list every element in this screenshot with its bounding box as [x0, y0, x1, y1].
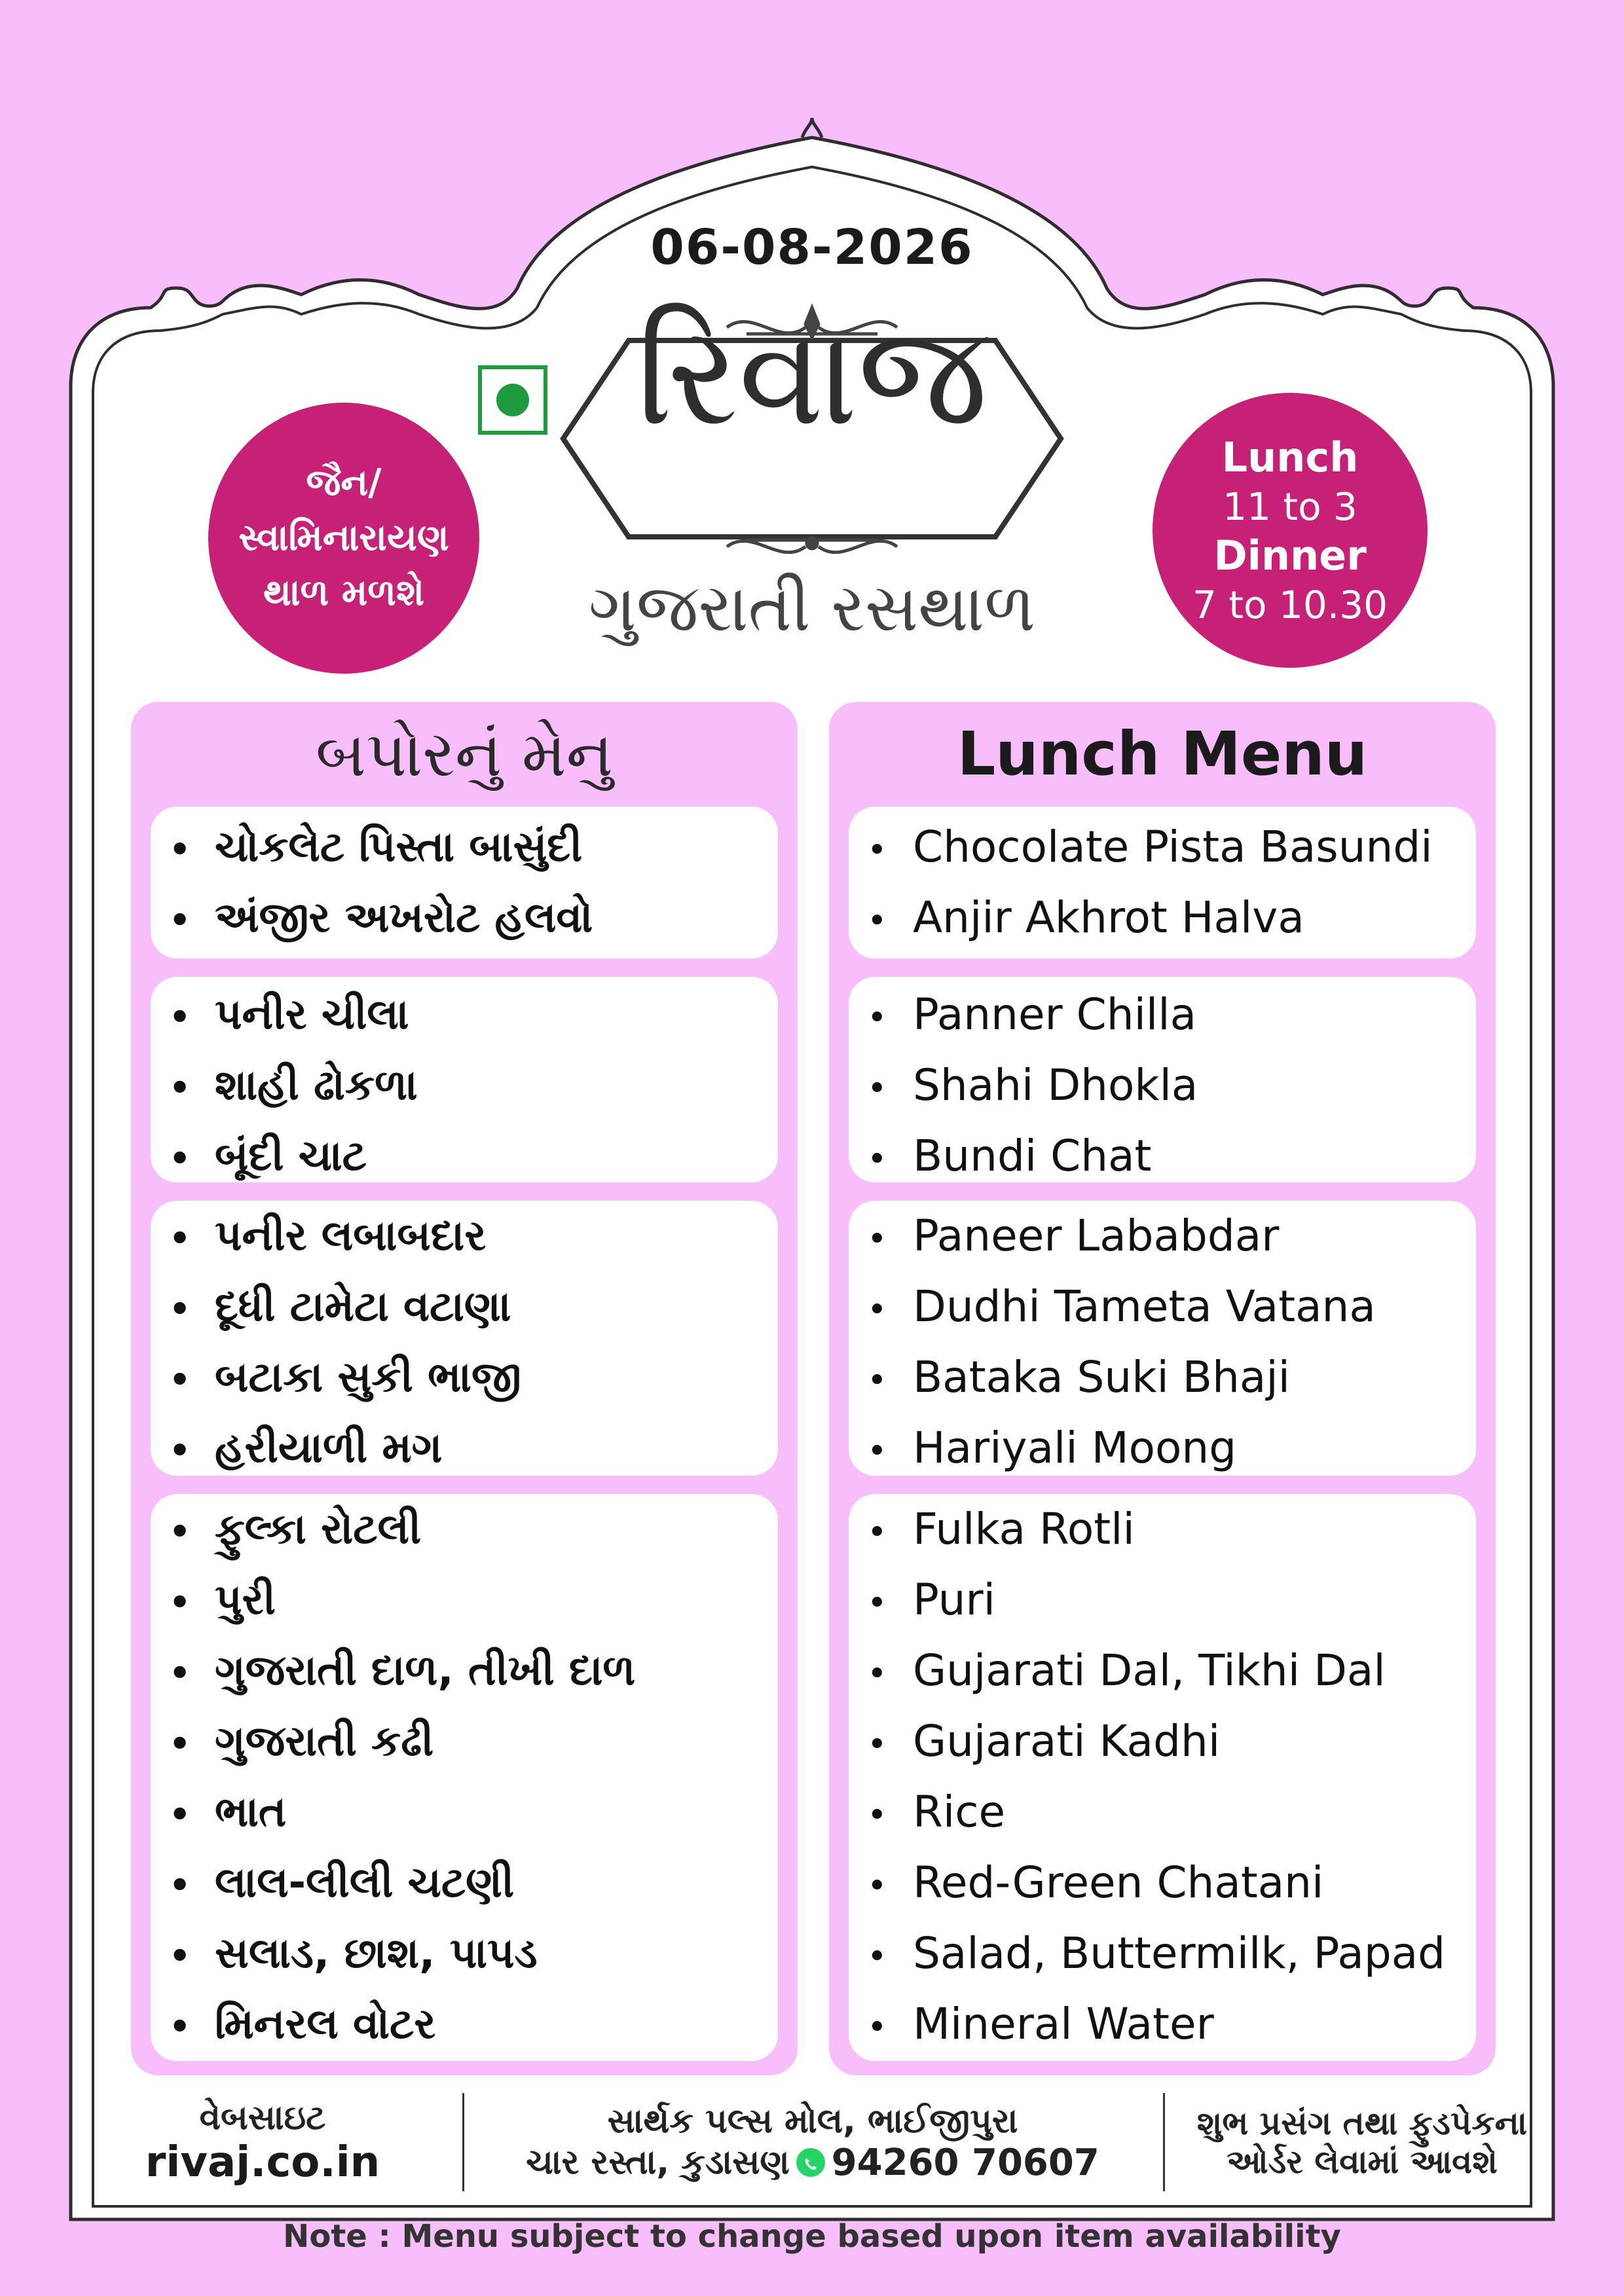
footer-website — [69, 2085, 456, 2200]
badge-line-2: સ્વામિનારાયણ — [238, 517, 449, 559]
menu-title-english: Lunch Menu — [957, 719, 1368, 789]
jain-thali-badge — [208, 403, 479, 674]
menu-card — [151, 1201, 778, 1476]
footer-divider — [462, 2093, 464, 2191]
lunch-label: Lunch — [1221, 433, 1359, 481]
order-line-1: શુભ પ્રસંગ તથા ફુડપેકના — [1196, 2104, 1528, 2142]
menu-card — [849, 807, 1476, 958]
menu-item: • ગુજરાતી કઢી — [169, 1717, 434, 1766]
lunch-time: 11 to 3 — [1223, 484, 1357, 529]
brand-tagline: ગુજરાતી રસથાળ — [588, 570, 1036, 646]
menu-card — [151, 807, 778, 958]
menu-item: • Puri — [867, 1575, 995, 1625]
menu-item: • Paneer Lababdar — [867, 1211, 1280, 1261]
website-label: વેબસાઇટ — [199, 2098, 326, 2138]
menu-card — [151, 977, 778, 1182]
arch-finial — [802, 118, 822, 137]
footer-orders — [1170, 2085, 1555, 2200]
menu-item: • Gujarati Dal, Tikhi Dal — [867, 1645, 1386, 1696]
menu-item: • Salad, Buttermilk, Papad — [867, 1928, 1446, 1978]
footer-address — [469, 2085, 1156, 2200]
menu-item: • ભાત — [169, 1788, 287, 1836]
menu-item: • Shahi Dhokla — [867, 1060, 1198, 1110]
menu-item: • શાહી ઢોકળા — [169, 1061, 418, 1110]
menu-card — [849, 977, 1476, 1182]
dinner-time: 7 to 10.30 — [1192, 582, 1388, 627]
menu-item: • Fulka Rotli — [867, 1504, 1135, 1554]
menu-panel-gujarati — [131, 702, 798, 2075]
menu-card — [151, 1494, 778, 2061]
whatsapp-icon — [796, 2148, 825, 2177]
footer — [69, 2085, 1555, 2200]
menu-item: • Chocolate Pista Basundi — [867, 822, 1433, 872]
address-area: ચાર રસ્તા, કુડાસણ — [526, 2142, 790, 2182]
menu-item: • બૂંદી ચાટ — [169, 1132, 367, 1180]
menu-item: • દૂધી ટામેટા વટાણા — [169, 1283, 511, 1331]
menu-item: • Mineral Water — [867, 1999, 1214, 2049]
menu-item: • લાલ-લીલી ચટણી — [169, 1859, 515, 1907]
menu-item: • મિનરલ વોટર — [169, 2000, 436, 2049]
menu-item: • Bundi Chat — [867, 1131, 1152, 1181]
phone-number[interactable]: 94260 70607 — [831, 2141, 1099, 2184]
menu-item: • Anjir Akhrot Halva — [867, 892, 1304, 943]
menu-item: • ગુજરાતી દાળ, તીખી દાળ — [169, 1647, 636, 1695]
menu-panel-english — [829, 702, 1496, 2075]
footer-divider — [1163, 2093, 1165, 2191]
timings-badge — [1153, 393, 1428, 668]
menu-item: • પનીર લબાબદાર — [169, 1212, 487, 1260]
menu-item: • ફુલ્કા રોટલી — [169, 1505, 422, 1554]
veg-symbol-icon — [478, 365, 547, 435]
brand-logo: રિવાજ — [636, 296, 988, 456]
menu-item: • Hariyali Moong — [867, 1423, 1237, 1473]
menu-item: • હરીયાળી મગ — [169, 1424, 443, 1472]
address-line-1: સાર્થક પલ્સ મોલ, ભાઈજીપુરા — [607, 2101, 1018, 2141]
menu-item: • પુરી — [169, 1576, 276, 1624]
order-line-2: ઓર્ડર લેવામાં આવશે — [1227, 2142, 1498, 2181]
menu-card — [849, 1201, 1476, 1476]
menu-item: • પનીર ચીલા — [169, 991, 409, 1039]
badge-line-3: થાળ મળશે — [263, 572, 425, 614]
menu-title-gujarati: બપોરનું મેનુ — [315, 718, 614, 791]
dinner-label: Dinner — [1213, 532, 1367, 579]
menu-item: • Gujarati Kadhi — [867, 1716, 1221, 1766]
menu-item: • Rice — [867, 1787, 1006, 1837]
address-line-2 — [526, 2141, 1099, 2184]
menu-item: • અંજીર અખરોટ હલવો — [169, 894, 593, 942]
menu-item: • ચોકલેટ પિસ્તા બાસુંદી — [169, 823, 583, 871]
menu-date: 06-08-2026 — [650, 219, 974, 276]
menu-item: • સલાડ, છાશ, પાપડ — [169, 1929, 538, 1978]
badge-line-1: જૈન/ — [306, 462, 382, 504]
menu-item: • Red-Green Chatani — [867, 1857, 1324, 1908]
availability-note: Note : Menu subject to change based upon item availability — [283, 2218, 1341, 2255]
menu-item: • Bataka Suki Bhaji — [867, 1352, 1291, 1402]
menu-item: • બટાકા સુકી ભાજી — [169, 1353, 521, 1402]
menu-item: • Dudhi Tameta Vatana — [867, 1281, 1376, 1332]
website-link[interactable]: rivaj.co.in — [145, 2138, 380, 2187]
menu-item: • Panner Chilla — [867, 989, 1197, 1040]
menu-card — [849, 1494, 1476, 2061]
